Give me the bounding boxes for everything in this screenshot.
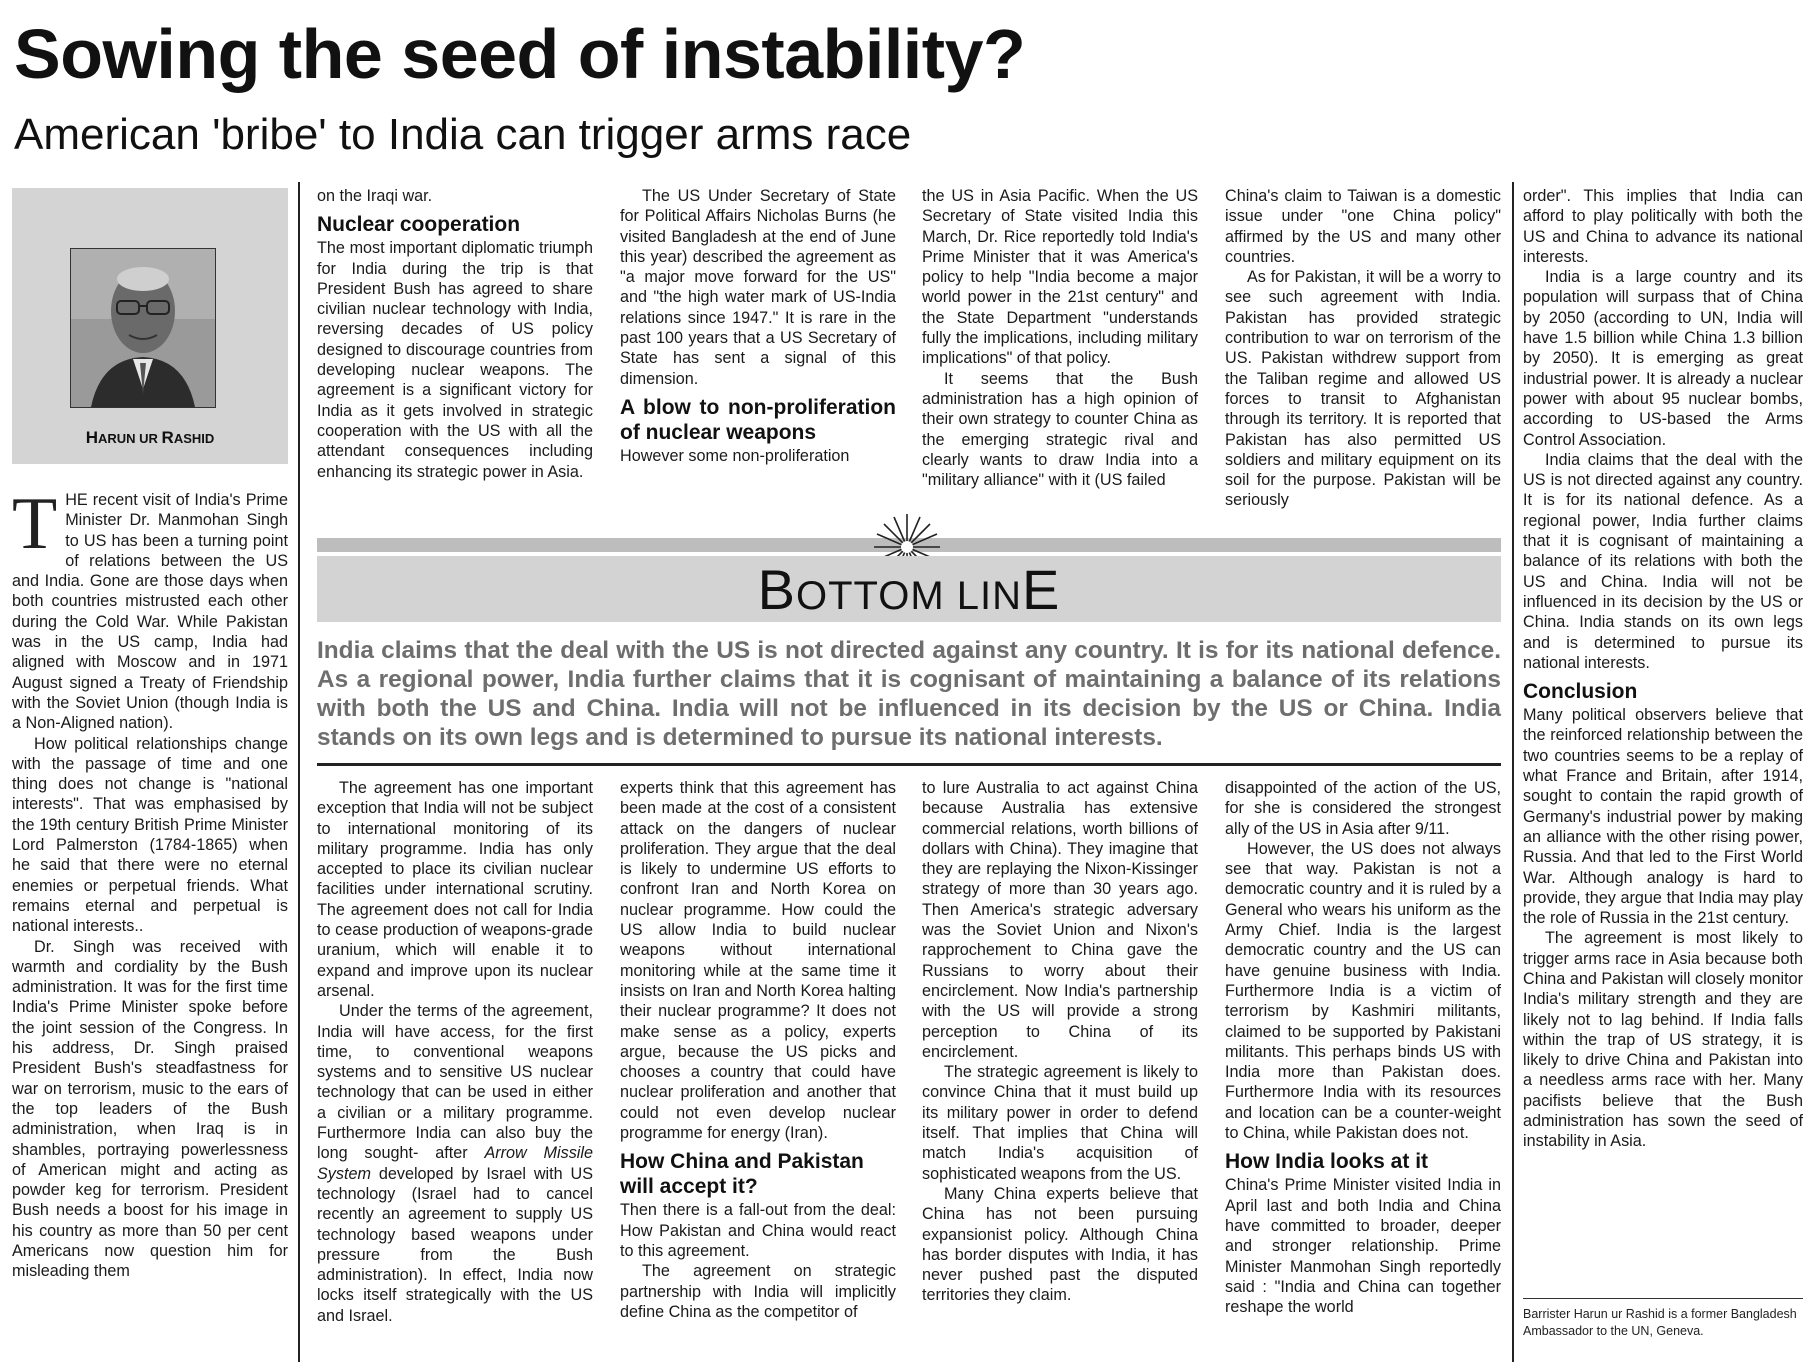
article-column-5-bottom	[1225, 778, 1501, 1317]
section-divider	[317, 763, 1501, 766]
article-column-4-top	[922, 186, 1198, 490]
column-rule	[298, 182, 300, 1362]
article-paragraph: It seems that the Bush administration has a high opinion of their own strategy to counter China as the emerging strategic rival and clearly wants to draw India into a "military alliance" with it (US failed	[922, 369, 1198, 490]
article-paragraph: THE recent visit of India's Prime Minister Dr. Manmohan Singh to US has been a turning point of relations between the US and India. Gone are those days when both countries mistrusted each other during the Cold War. While Pakistan was in the US camp, India had aligned with Moscow and in 1971 August signed a Treaty of Friendship with the Soviet Union (though India is a Non-Aligned nation).	[12, 483, 288, 733]
bottom-line-title: BOTTOM LINE	[757, 558, 1061, 621]
section-heading: Conclusion	[1523, 680, 1638, 704]
article-paragraph: on the Iraqi war.	[317, 187, 433, 205]
section-heading: A blow to non-proliferation of nuclear weapons	[620, 395, 896, 444]
article-paragraph: Then there is a fall-out from the deal: How Pakistan and China would react to this agreement.	[620, 1201, 896, 1260]
article-paragraph: The US Under Secretary of State for Political Affairs Nicholas Burns (he visited Bangladesh at the end of June this year) described the agreement as "a major move forward for the US" and "the high water mark of US-India relations since 1947." It is rare in the past 100 years that a US Secretary of State has sent a signal of this dimension.	[620, 187, 896, 388]
article-paragraph: The agreement on strategic partnership with India will implicitly define China as the competitor of	[620, 1262, 896, 1321]
article-paragraph: Many political observers believe that the reinforced relationship between the two countries seems to be a replay of what France and Britain, after 1914, sought to contain the rapid growth of Germany's industrial power by making an alliance with the other rising power, Russia. And that led to the First World War. Although analogy is hard to provide, they argue that India may play the role of Russia in the 21st century.	[1523, 706, 1803, 928]
article-column-2-bottom	[317, 778, 593, 1326]
portrait-image	[71, 249, 215, 407]
article-column-3-top	[620, 186, 896, 466]
bottom-line-pull-quote: India claims that the deal with the US is not directed against any country. It is for its national defence. As a regional power, India further claims that it is cognisant of maintaining a balance of its relations with both the US and China. India will not be influenced in its decision by the US or China. India stands on its own legs and is determined to pursue its national interests.	[317, 637, 1501, 751]
subheadline: American 'bribe' to India can trigger arms race	[14, 110, 912, 159]
article-paragraph: The most important diplomatic triumph for India during the trip is that President Bush has agreed to share civilian nuclear technology with India, reversing decades of US policy designed to discourage countries from developing nuclear weapons. The agreement is a significant victory for India as it gets involved in strategic cooperation with the US with all the attendant consequences including enhancing its strategic power in Asia.	[317, 239, 593, 481]
article-paragraph: The agreement is most likely to trigger arms race in Asia because both China and Pakistan will closely monitor India's military strength and they are likely not to lag behind. If India falls within the trap of US strategy, it is likely to drive China and Pakistan into a needless arms race with her. Many pacifists believe that the Bush administration has sown the seed of instability in Asia.	[1523, 929, 1803, 1151]
author-byline: HARUN UR RASHID	[85, 428, 215, 447]
drop-cap: T	[12, 483, 58, 565]
headline: Sowing the seed of instability?	[14, 15, 1026, 93]
article-column-6	[1523, 186, 1803, 1152]
article-paragraph: Many China experts believe that China has not been pursuing expansionist policy. Although China has border disputes with India, it has never pushed past the disputed territories they claim.	[922, 1184, 1198, 1305]
article-paragraph: Under the terms of the agreement, India will have access, for the first time, to conventional weapons systems and to sensitive US nuclear technology that can be used in either a civilian or a military programme. Furthermore India can also buy the long sought- after Arrow Missile System developed by Israel with US technology (Israel had to cancel recently an agreement to supply US technology based weapons under pressure from the Bush administration). In effect, India now locks itself strategically with the US and Israel.	[317, 1002, 594, 1325]
section-heading: How China and Pakistan will accept it?	[620, 1150, 864, 1199]
article-paragraph: China's Prime Minister visited India in April last and both India and China have committed to broader, deeper and stronger relationship. Prime Minister Manmohan Singh reportedly said : "India and China can together reshape the world	[1225, 1176, 1501, 1317]
article-column-1	[12, 483, 288, 1282]
column-rule	[1512, 182, 1514, 1362]
article-column-5-top	[1225, 186, 1501, 511]
article-paragraph: India is a large country and its population will surpass that of China by 2050 (according to UN, India will have 1.5 billion while China 1.3 billion by 2050). It is emerging as great industrial power. It is already a nuclear power with about 95 nuclear bombs, according to US-based the Arms Control Association.	[1523, 268, 1803, 449]
article-column-3-bottom	[620, 778, 896, 1322]
article-paragraph: However some non-proliferation	[620, 446, 850, 465]
article-paragraph: the US in Asia Pacific. When the US Secretary of State visited India this March, Dr. Rice reportedly told India's Prime Minister that it was America's policy to help "India become a major world power in the 21st century" and the State Department "understands fully the implications, including military implications" of that policy.	[922, 187, 1198, 368]
author-footnote: Barrister Harun ur Rashid is a former Bangladesh Ambassador to the UN, Geneva.	[1523, 1307, 1797, 1338]
article-paragraph: order". This implies that India can afford to play politically with both the US and China to advance its national interests.	[1523, 187, 1803, 266]
author-photo-box	[12, 188, 288, 464]
article-paragraph: disappointed of the action of the US, for she is considered the strongest ally of the US in Asia after 9/11.	[1225, 779, 1501, 838]
article-paragraph: Dr. Singh was received with warmth and cordiality by the Bush administration. It was for the first time India's Prime Minister spoke before the joint session of the Congress. In his address, Dr. Singh praised President Bush's steadfastness for war on terrorism, music to the ears of the top leaders of the Bush administration, when Iraq is in shambles, portraying powerlessness of American might and acting as powder keg for terrorism. President Bush needs a boost for his image in his country as more than 50 per cent Americans now question him for misleading them	[12, 937, 288, 1281]
article-paragraph: The strategic agreement is likely to convince China that it must build up its military power in order to defend itself. That implies that China will match India's acquisition of sophisticated weapons from the US.	[922, 1063, 1198, 1183]
section-heading: How India looks at it	[1225, 1150, 1429, 1174]
article-column-4-bottom	[922, 778, 1198, 1306]
article-paragraph: China's claim to Taiwan is a domestic issue under "one China policy" affirmed by the US and many other countries.	[1225, 187, 1501, 266]
article-paragraph: The agreement has one important exception that India will not be subject to international monitoring of its military programme. India has only accepted to place its civilian nuclear facilities under international scrutiny. The agreement does not call for India to cease production of weapons-grade uranium, which will enable it to expand and improve upon its nuclear arsenal.	[317, 779, 593, 1000]
article-column-2-top	[317, 186, 593, 482]
section-heading: Nuclear cooperation	[317, 213, 521, 237]
article-paragraph: How political relationships change with the passage of time and one thing does not change is "national interests". That was emphasised by the 19th century British Prime Minister Lord Palmerston (1784-1865) when he said that there were no eternal enemies or perpetual friends. What remains eternal and perpetual is national interests..	[12, 734, 288, 936]
article-paragraph: As for Pakistan, it will be a worry to see such agreement with India. Pakistan has provided strategic contribution to war on terrorism of the US. Pakistan withdrew support from the Taliban regime and allowed US forces to transit to Afghanistan through its territory. It is reported that Pakistan has also permitted US soldiers and military equipment on its soil for the purpose. Pakistan will be seriously	[1225, 268, 1501, 510]
author-photo	[70, 248, 216, 408]
article-paragraph: experts think that this agreement has been made at the cost of a consistent attack on the dangers of nuclear proliferation. They argue that the deal is likely to undermine US efforts to confront Iran and North Korea on nuclear programme. How could the US allow India to build nuclear weapons without international monitoring while at the same time it insists on Iran and North Korea halting their nuclear programme? It does not make sense as a policy, experts argue, because the US picks and chooses a country that could have nuclear proliferation and another that could not even develop nuclear programme for energy (Iran).	[620, 779, 896, 1143]
article-paragraph: However, the US does not always see that way. Pakistan is not a democratic country and it is ruled by a General who wears his uniform as the Army Chief. India is the largest democratic country and the US can have genuine business with India. Furthermore India is a victim of terrorism by Kashmiri militants, claimed to be supported by Pakistani militants. This perhaps binds US with India more than Pakistan does. Furthermore India with its resources and location can be a counter-weight to China, while Pakistan does not.	[1225, 839, 1501, 1143]
article-paragraph: to lure Australia to act against China because Australia has extensive commercial relations, worth billions of dollars with China). They imagine that they are replaying the Nixon-Kissinger strategy of more than 30 years ago. Then America's strategic adversary was the Soviet Union and Nixon's rapprochement to China gave the Russians to worry about their encirclement. Now India's partnership with the US will provide a strong perception to China of its encirclement.	[922, 779, 1198, 1061]
emphasis-text: Arrow Missile System	[317, 1144, 594, 1183]
article-paragraph: India claims that the deal with the US is not directed against any country. It is for its national defence. As a regional power, India further claims that it is cognisant of maintaining a balance of its relations with both the US and China. India will not be influenced in its decision by the US or China. India stands on its own legs and is determined to pursue its national interests.	[1523, 450, 1803, 672]
footnote-rule	[1523, 1298, 1803, 1299]
